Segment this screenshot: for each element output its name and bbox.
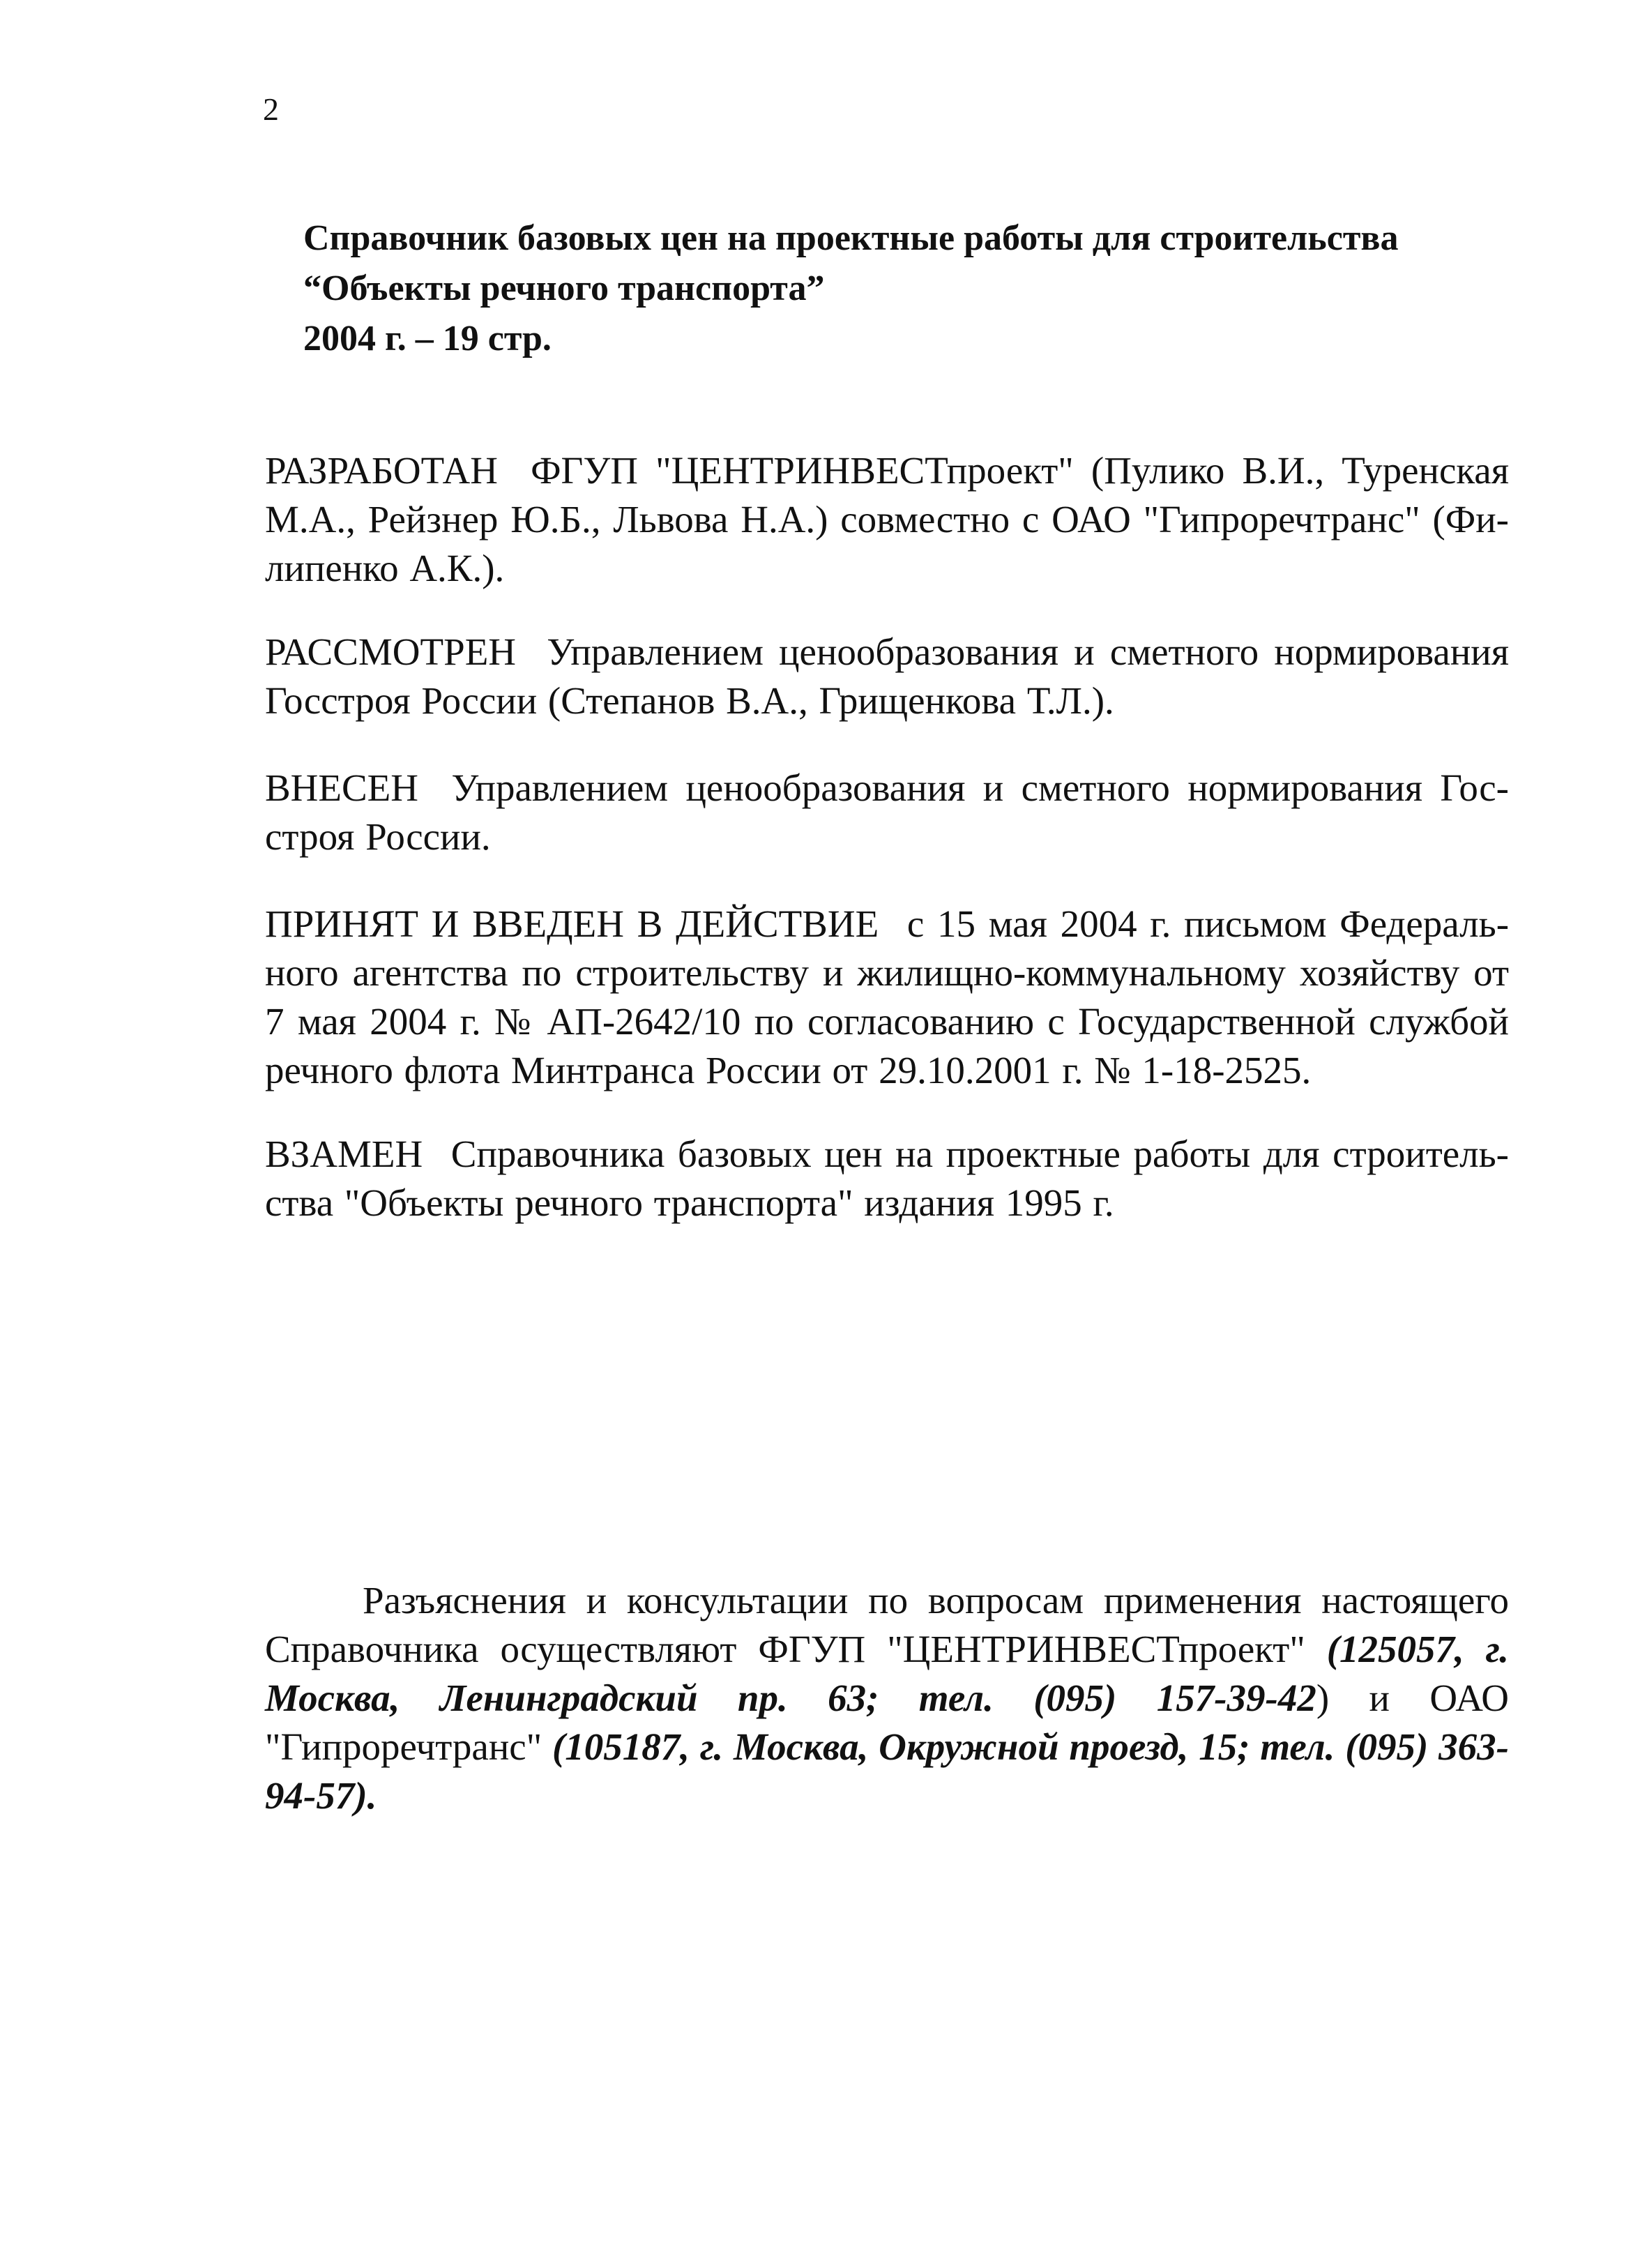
document-title	[303, 213, 1531, 364]
consultation-text-2: ) и ОАО "Гипроречтранс"	[265, 1677, 1510, 1768]
submitted-text: Управлением ценообразования и сметного нормирования Гос-строя России.	[265, 766, 1509, 858]
submitted-section	[265, 764, 1509, 861]
page-number: 2	[263, 91, 279, 127]
reviewed-lead: РАССМОТРЕН	[265, 630, 517, 673]
replaces-text: Справочника базовых цен на проектные работы для строитель-ства "Объекты речного транспорта" издания 1995 г.	[265, 1133, 1509, 1224]
submitted-lead: ВНЕСЕН	[265, 766, 418, 809]
accepted-text: с 15 мая 2004 г. письмом Федераль-ного агентства по строительству и жилищно-коммунальному хозяйству от 7 мая 2004 г. № АП-2642/10 по согласованию с Государственной службой речного флота Минтранса России от 29.10.2001 г. № 1-18-2525.	[265, 902, 1510, 1091]
consultation-text-1: Разъяснения и консультации по вопросам применения настоящего Справочника осуществляют ФГУП "ЦЕНТРИНВЕСТпроект"	[265, 1579, 1509, 1670]
title-line-1: Справочник базовых цен на проектные работы для строительства	[303, 218, 1399, 258]
title-line-2: “Объекты речного транспорта”	[303, 269, 825, 308]
developed-text: ФГУП "ЦЕНТРИНВЕСТпроект" (Пулико В.И., Туренская М.А., Рейзнер Ю.Б., Львова Н.А.) совместно с ОАО "Гипроречтранс" (Фи-липенко А.К.).	[265, 449, 1509, 589]
reviewed-section	[265, 628, 1509, 725]
accepted-lead: ПРИНЯТ И ВВЕДЕН В ДЕЙСТВИЕ	[265, 902, 879, 945]
title-line-3: 2004 г. – 19 стр.	[303, 319, 552, 358]
accepted-section	[265, 900, 1509, 1095]
reviewed-text: Управлением ценообразования и сметного нормирования Госстроя России (Степанов В.А., Грищенкова Т.Л.).	[265, 630, 1510, 722]
developed-lead: РАЗРАБОТАН	[265, 449, 498, 492]
replaces-lead: ВЗАМЕН	[265, 1133, 423, 1175]
consultation-address-1: (125057, г. Москва, Ленинградский пр. 63; тел. (095) 157-39-42	[265, 1628, 1509, 1719]
replaces-section	[265, 1130, 1509, 1227]
consultation-paragraph	[265, 1576, 1509, 1820]
developed-section	[265, 446, 1509, 593]
consultation-address-2: (105187, г. Москва, Окружной проезд, 15; тел. (095) 363-94-57).	[265, 1725, 1509, 1817]
